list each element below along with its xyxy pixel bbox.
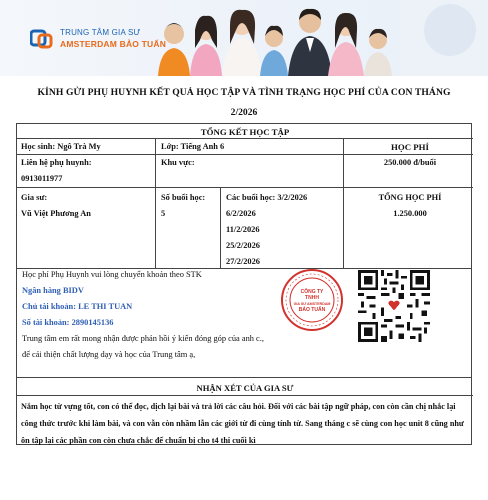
parent-phone: 0913011977 (21, 174, 63, 183)
study-summary-table (16, 123, 472, 269)
sessions-count: 5 (161, 209, 166, 218)
account-holder: Chủ tài khoản: LE THI TUAN (22, 302, 133, 311)
tutor-name: Vũ Việt Phương An (21, 209, 91, 218)
header-banner (0, 0, 488, 76)
school-logo-icon (30, 28, 54, 50)
sessions-label: Số buổi học: (161, 193, 206, 202)
fee-heading: HỌC PHÍ (391, 142, 429, 152)
total-fee-label: TỔNG HỌC PHÍ (378, 193, 442, 202)
bank-name: Ngân hàng BIDV (22, 286, 84, 295)
session-dates-label: Các buổi học: 3/2/2026 (226, 193, 308, 202)
feedback-note-line2: để cải thiện chất lượng dạy và học của Trung tâm ạ, (22, 350, 196, 359)
report-title: KÍNH GỬI PHỤ HUYNH KẾT QUẢ HỌC TẬP VÀ TÌNH TRẠNG HỌC PHÍ CỦA CON THÁNG (37, 87, 451, 98)
student-name: Học sinh: Ngô Trà My (21, 142, 101, 151)
payment-intro: Học phí Phụ Huynh vui lòng chuyển khoản theo STK (22, 270, 202, 279)
company-seal-stamp (280, 268, 344, 332)
comment-heading: NHẬN XÉT CỦA GIA SƯ (196, 383, 294, 393)
fee-per-session: 250.000 đ/buổi (383, 158, 437, 167)
brand-name-bottom: AMSTERDAM BẢO TUẤN (60, 39, 167, 49)
session-date: 25/2/2026 (226, 241, 260, 250)
stamp-text: BẢO TUẤN (298, 307, 326, 313)
stamp-text: TNHH (305, 295, 319, 301)
brand-name-top: TRUNG TÂM GIA SƯ (60, 28, 141, 37)
summary-heading: TỔNG KẾT HỌC TẬP (200, 127, 290, 137)
feedback-note-line1: Trung tâm em rất mong nhận được phản hồi ý kiến đóng góp của anh c., (22, 334, 264, 343)
tutor-group-photo (150, 0, 488, 76)
account-number: Số tài khoản: 2890145136 (22, 318, 114, 327)
tutor-label: Gia sư: (21, 193, 48, 202)
session-date: 6/2/2026 (226, 209, 256, 218)
class-name: Lớp: Tiếng Anh 6 (161, 142, 225, 151)
comment-body: Nắm học từ vựng tốt, con có thể đọc, dịch lại bài và trả lời các câu hỏi. Đối với các bài tập ngữ pháp, con còn cần chị nhắc lại công thức trước khi làm bài, và con vẫn còn nhầm lẫn các giới từ đi cùng tính từ. Sang tháng c sẽ cùng con học unit 8 cũng như ôn tập lại các phần con còn chưa chắc để chuẩn bị cho t4 thi cuối kì (21, 402, 464, 445)
stamp-text: GIA SƯ AMSTERDAM (293, 302, 331, 306)
parent-contact-label: Liên hệ phụ huynh: (21, 158, 92, 167)
tutor-comment-section (16, 377, 472, 445)
area-label: Khu vực: (161, 158, 195, 167)
report-month: 2/2026 (230, 107, 258, 118)
session-date: 27/2/2026 (226, 257, 260, 266)
session-date: 11/2/2026 (226, 225, 260, 234)
payment-qr-code (358, 270, 430, 342)
total-fee-value: 1.250.000 (393, 209, 427, 218)
stamp-text: CÔNG TY (300, 289, 324, 295)
